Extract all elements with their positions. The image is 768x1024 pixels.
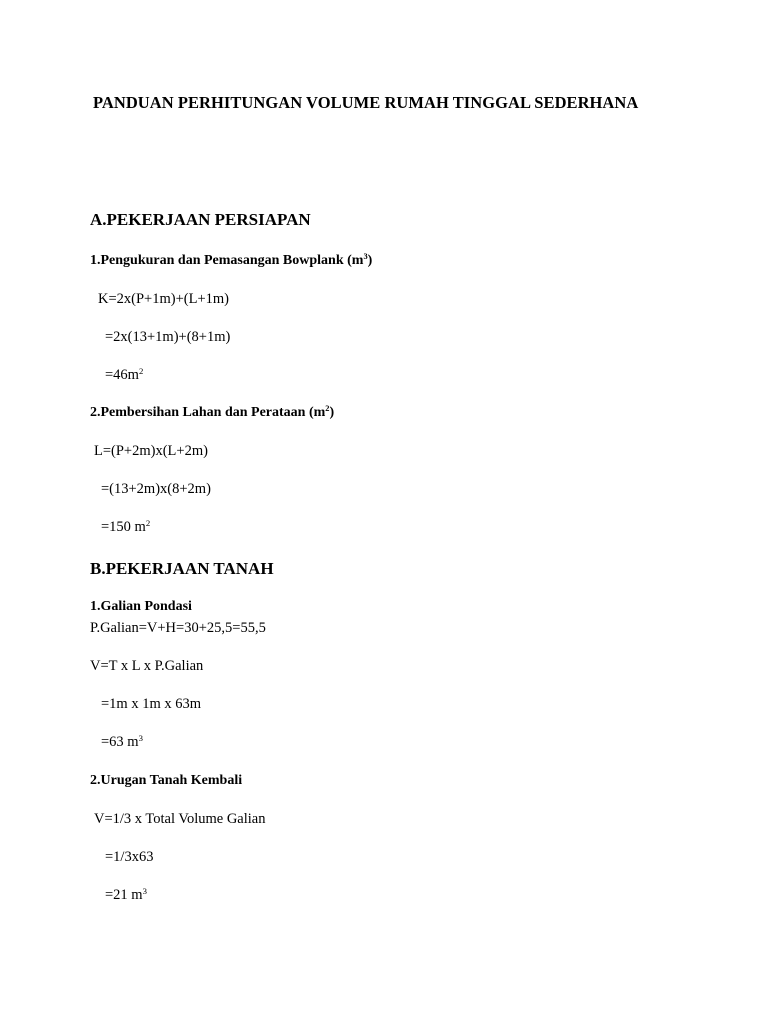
section-a-heading: A.PEKERJAAN PERSIAPAN [90,210,311,229]
section-a-item1-heading: 1.Pengukuran dan Pemasangan Bowplank $(m^3)$ [90,252,373,268]
section-a-item1-substitution: =2x(13+1m)+(8+1m) [105,329,231,345]
section-b-heading: B.PEKERJAAN TANAH [90,559,274,578]
superscript: 2 [325,404,330,414]
section-b-item1-substitution: =1m x 1m x 63m [101,696,202,712]
section-a-item1-formula: K=2x(P+1m)+(L+1m) [98,291,229,307]
superscript: 3 [142,886,147,897]
section-b-item2-substitution: =1/3x63 [105,849,154,865]
section-b-item1-galian-length: P.Galian=V+H=30+25,5=55,5 [90,620,266,636]
section-a-item2-substitution: =(13+2m)x(8+2m) [101,481,211,497]
section-a-item1-result: $=46m^2$ [105,366,144,383]
section-b-item2-result: =21 $m^3$ [105,886,147,903]
superscript: 3 [363,252,368,262]
superscript: 2 [138,366,144,377]
section-a-item2-result: =150 $m^2$ [101,518,151,535]
section-b-item1-heading: 1.Galian Pondasi [90,599,192,614]
section-b-item1-result: =63 $m^3$ [101,733,143,750]
page-title: PANDUAN PERHITUNGAN VOLUME RUMAH TINGGAL SEDERHANA [93,93,639,112]
superscript: 2 [145,518,151,529]
section-b-item2-heading: 2.Urugan Tanah Kembali [90,773,243,788]
section-b-item2-formula: V=1/3 x Total Volume Galian [94,811,266,827]
section-a-item2-formula: L=(P+2m)x(L+2m) [94,443,208,459]
superscript: 3 [138,733,143,744]
section-b-item1-formula: V=T x L x P.Galian [90,658,204,674]
section-a-item2-heading: 2.Pembersihan Lahan dan Perataan $(m^2)$ [90,404,335,420]
